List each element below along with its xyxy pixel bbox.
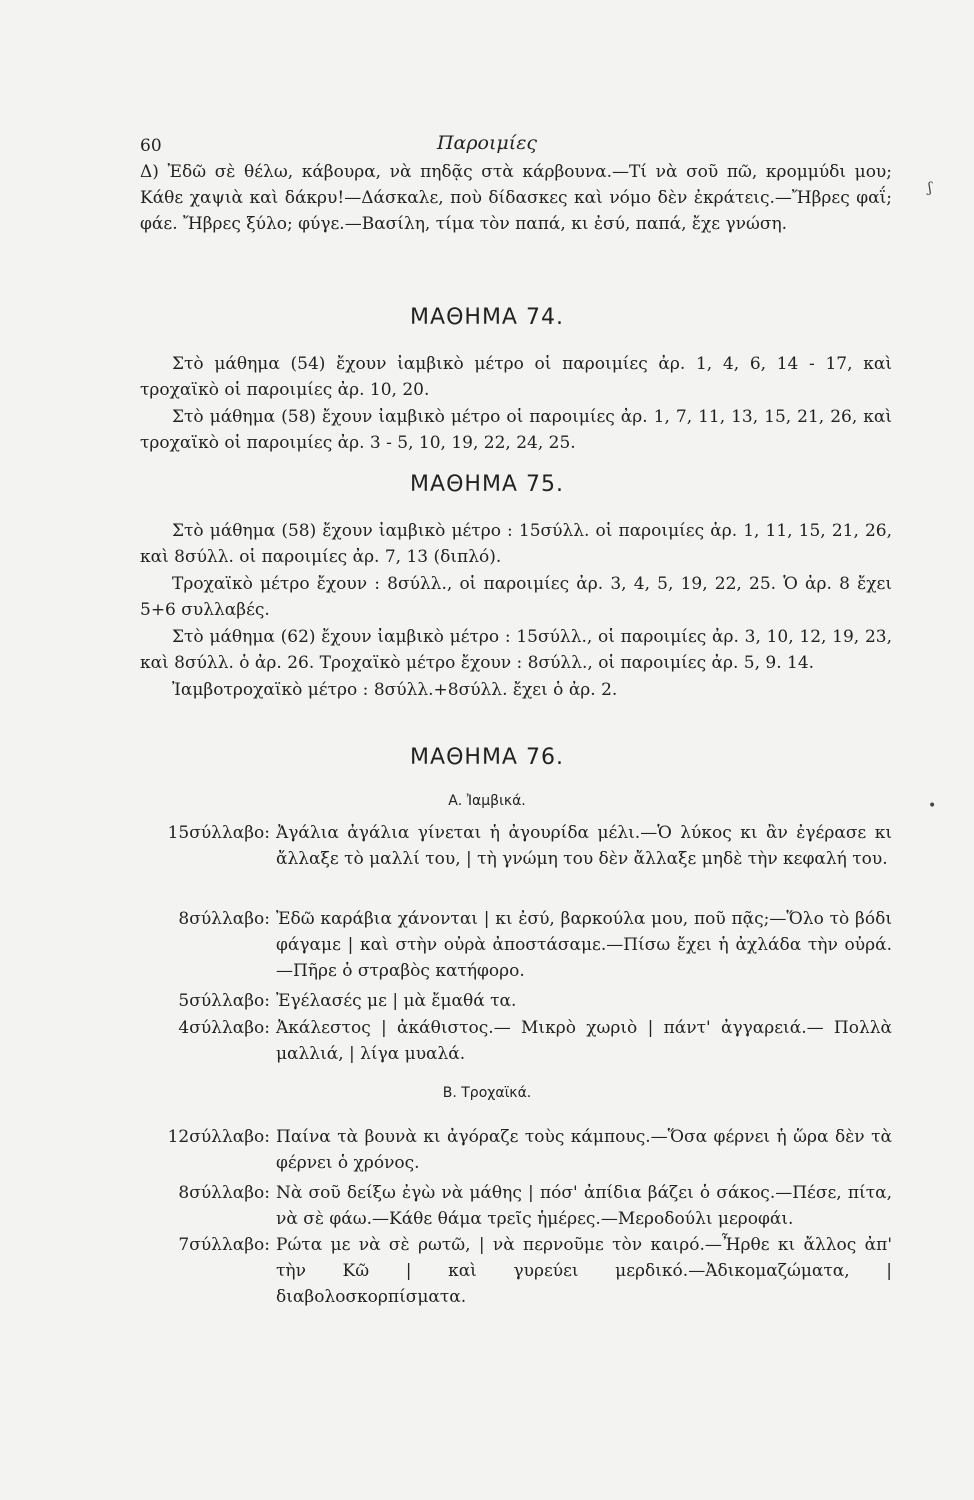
intro-paragraph: Δ) Ἐδῶ σὲ θέλω, κάβουρα, νὰ πηδᾷς στὰ κάρβουνα.—Τί νὰ σοῦ πῶ, κρομμύδι μου; Κάθε χαψιὰ καὶ δάκρυ!—Δάσκαλε, ποὺ δίδασκες καὶ νόμο δὲν ἐκράτεις.—Ἤβρες φαΐ; φάε. Ἤβρες ξύλο; φύγε.—Βασίλη, τίμα τὸν παπά, κι ἐσύ, παπά, ἔχε γνώση. [140,162,892,234]
running-title: Παροιμίες [436,132,538,154]
lesson-75-paragraph-4: Ἰαμβοτροχαϊκὸ μέτρο : 8σύλλ.+8σύλλ. ἔχει ὁ ἀρ. 2. [172,680,618,700]
lesson-74-title: ΜΑΘΗΜΑ 74. [410,305,564,330]
proverb-text: Νὰ σοῦ δείξω ἐγὼ νὰ μάθης | πόσ' ἀπίδια βάζει ὁ σάκος.—Πέσε, πίτα, νὰ σὲ φάω.—Κάθε θάμα τρεῖς ἡμέρες.—Μεροδούλι μεροφάι. [276,1183,892,1229]
proverb-text: Ἀγάλια ἀγάλια γίνεται ἡ ἀγουρίδα μέλι.—Ὁ λύκος κι ἂν ἐγέρασε κι ἄλλαξε τὸ μαλλί του, | τὴ γνώμη του δὲν ἄλλαξε μηδὲ τὴν κεφαλή του. [276,823,892,869]
meter-label: 7σύλλαβο: [178,1235,270,1255]
lesson-74-paragraph-2: Στὸ μάθημα (58) ἔχουν ἰαμβικὸ μέτρο οἱ παροιμίες ἀρ. 1, 7, 11, 13, 15, 21, 26, καὶ τροχαϊκὸ οἱ παροιμίες ἀρ. 3 - 5, 10, 19, 22, 24, 25. [140,407,892,453]
lesson-75-paragraph-2: Τροχαϊκὸ μέτρο ἔχουν : 8σύλλ., οἱ παροιμίες ἀρ. 3, 4, 5, 19, 22, 25. Ὁ ἀρ. 8 ἔχει 5+6 συλλαβές. [140,574,892,620]
lesson-75-title: ΜΑΘΗΜΑ 75. [410,472,564,497]
section-b-heading: Β. Τροχαϊκά. [442,1085,532,1101]
margin-dot: • [928,798,937,814]
proverb-text: Ἀκάλεστος | ἀκάθιστος.— Μικρὸ χωριὸ | πάντ' ἀγγαρειά.— Πολλὰ μαλλιά, | λίγα μυαλά. [276,1018,892,1064]
lesson-74-paragraph-1: Στὸ μάθημα (54) ἔχουν ἰαμβικὸ μέτρο οἱ παροιμίες ἀρ. 1, 4, 6, 14 - 17, καὶ τροχαϊκὸ οἱ παροιμίες ἀρ. 10, 20. [140,354,892,400]
meter-label: 8σύλλαβο: [178,1183,270,1203]
meter-label: 5σύλλαβο: [178,991,270,1011]
margin-mark: ʃ [928,180,932,196]
meter-label: 15σύλλαβο: [167,823,270,843]
meter-label: 8σύλλαβο: [178,909,270,929]
lesson-75-paragraph-3: Στὸ μάθημα (62) ἔχουν ἰαμβικὸ μέτρο : 15σύλλ., οἱ παροιμίες ἀρ. 3, 10, 12, 19, 23, καὶ 8σύλλ. ὁ ἀρ. 26. Τροχαϊκὸ μέτρο ἔχουν : 8σύλλ., οἱ παροιμίες ἀρ. 5, 9. 14. [140,627,892,673]
meter-label: 4σύλλαβο: [178,1018,270,1038]
lesson-76-title: ΜΑΘΗΜΑ 76. [410,745,564,770]
lesson-75-paragraph-1: Στὸ μάθημα (58) ἔχουν ἰαμβικὸ μέτρο : 15σύλλ. οἱ παροιμίες ἀρ. 1, 11, 15, 21, 26, καὶ 8σύλλ. οἱ παροιμίες ἀρ. 7, 13 (διπλό). [140,521,892,567]
proverb-text: Ἐδῶ καράβια χάνονται | κι ἐσύ, βαρκούλα μου, ποῦ πᾷς;—Ὅλο τὸ βόδι φάγαμε | καὶ στὴν οὐρὰ ἀποστάσαμε.—Πίσω ἔχει ἡ ἀχλάδα τὴν οὐρά.—Πῆρε ὁ στραβὸς κατήφορο. [276,909,892,981]
proverb-text: Παίνα τὰ βουνὰ κι ἀγόραζε τοὺς κάμπους.—Ὅσα φέρνει ἡ ὥρα δὲν τὰ φέρνει ὁ χρόνος. [276,1127,892,1173]
page-number: 60 [140,136,162,156]
proverb-text: Ἐγέλασές με | μὰ ἔμαθά τα. [276,991,517,1011]
meter-label: 12σύλλαβο: [167,1127,270,1147]
section-a-heading: Α. Ἰαμβικά. [448,793,526,809]
proverb-text: Ρώτα με νὰ σὲ ρωτῶ, | νὰ περνοῦμε τὸν καιρό.—Ἦρθε κι ἄλλος ἀπ' τὴν Κῶ | καὶ γυρεύει μερδικό.—Ἀδικομαζώματα, | διαβολοσκορπίσματα. [276,1235,892,1307]
